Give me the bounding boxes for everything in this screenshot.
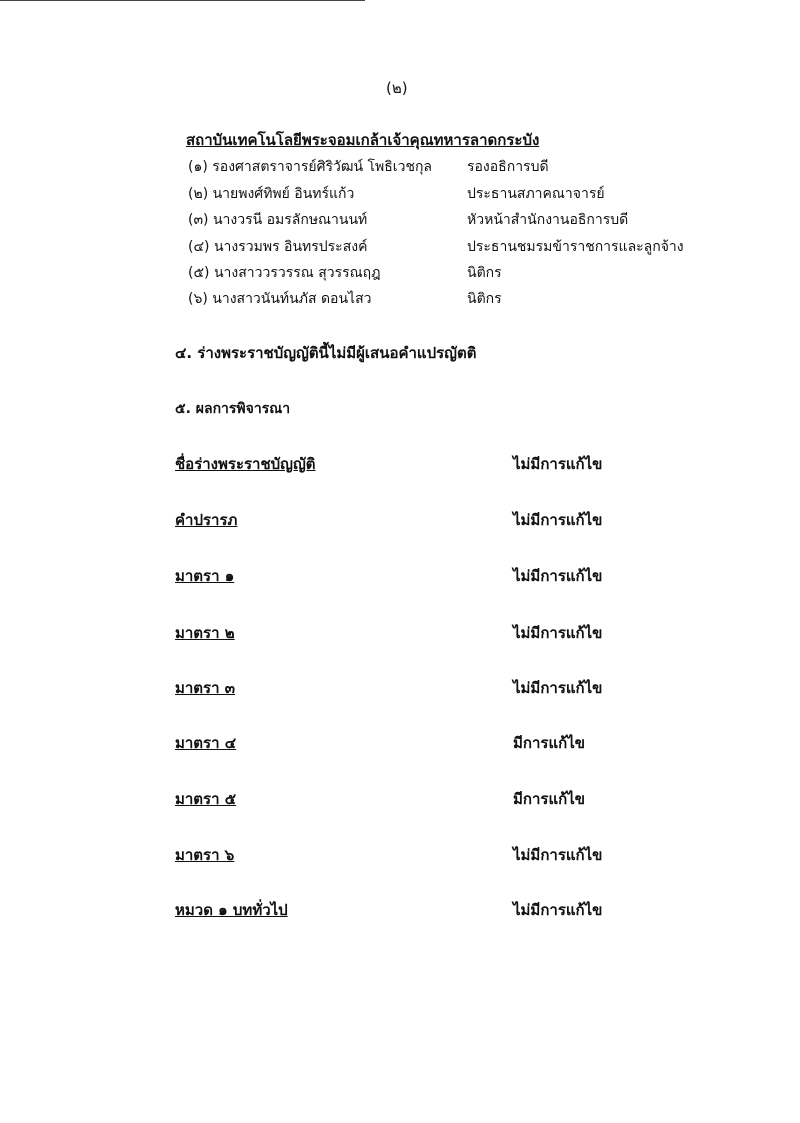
- section-4-heading: ๔. ร่างพระราชบัญญัตินี้ไม่มีผู้เสนอคำแปรญัตติ: [175, 344, 477, 362]
- organization-title: สถาบันเทคโนโลยีพระจอมเกล้าเจ้าคุณทหารลาดกระบัง: [186, 131, 540, 149]
- item-label: มาตรา ๔: [175, 734, 237, 752]
- item-result: ไม่มีการแก้ไข: [513, 455, 603, 473]
- item-result: ไม่มีการแก้ไข: [513, 846, 603, 864]
- item-result: ไม่มีการแก้ไข: [513, 901, 603, 919]
- item-label: มาตรา ๑: [175, 567, 235, 585]
- item-label: มาตรา ๖: [175, 846, 235, 864]
- member-role: ประธานสภาคณาจารย์: [467, 186, 605, 202]
- member-name: (๔) นางรวมพร อินทรประสงค์: [188, 239, 368, 255]
- item-result: ไม่มีการแก้ไข: [513, 679, 603, 697]
- member-role: นิติกร: [467, 265, 502, 281]
- item-label: คำปรารภ: [175, 511, 238, 529]
- member-role: หัวหน้าสำนักงานอธิการบดี: [467, 212, 629, 228]
- item-result: ไม่มีการแก้ไข: [513, 624, 603, 642]
- member-role: รองอธิการบดี: [467, 159, 549, 175]
- item-result: ไม่มีการแก้ไข: [513, 567, 603, 585]
- section-5-heading: ๕. ผลการพิจารณา: [175, 401, 291, 417]
- item-result: มีการแก้ไข: [513, 734, 585, 752]
- member-name: (๓) นางวรนี อมรลักษณานนท์: [188, 212, 368, 228]
- item-label: มาตรา ๒: [175, 624, 235, 642]
- item-label: มาตรา ๓: [175, 679, 236, 697]
- member-role: นิติกร: [467, 291, 502, 307]
- item-label: ชื่อร่างพระราชบัญญัติ: [175, 455, 316, 473]
- page-number: (๒): [386, 79, 408, 97]
- member-name: (๒) นายพงศ์ทิพย์ อินทร์แก้ว: [188, 186, 355, 202]
- item-label: มาตรา ๕: [175, 790, 237, 808]
- member-role: ประธานชมรมข้าราชการและลูกจ้าง: [467, 239, 684, 255]
- member-name: (๑) รองศาสตราจารย์ศิริวัฒน์ โพธิเวชกุล: [188, 159, 433, 175]
- item-label: หมวด ๑ บททั่วไป: [175, 901, 288, 919]
- member-name: (๖) นางสาวนันท์นภัส ดอนไสว: [188, 291, 372, 307]
- item-result: มีการแก้ไข: [513, 790, 585, 808]
- scan-top-line: [0, 0, 365, 1]
- member-name: (๕) นางสาววรวรรณ สุวรรณฤฎ: [188, 265, 381, 281]
- item-result: ไม่มีการแก้ไข: [513, 511, 603, 529]
